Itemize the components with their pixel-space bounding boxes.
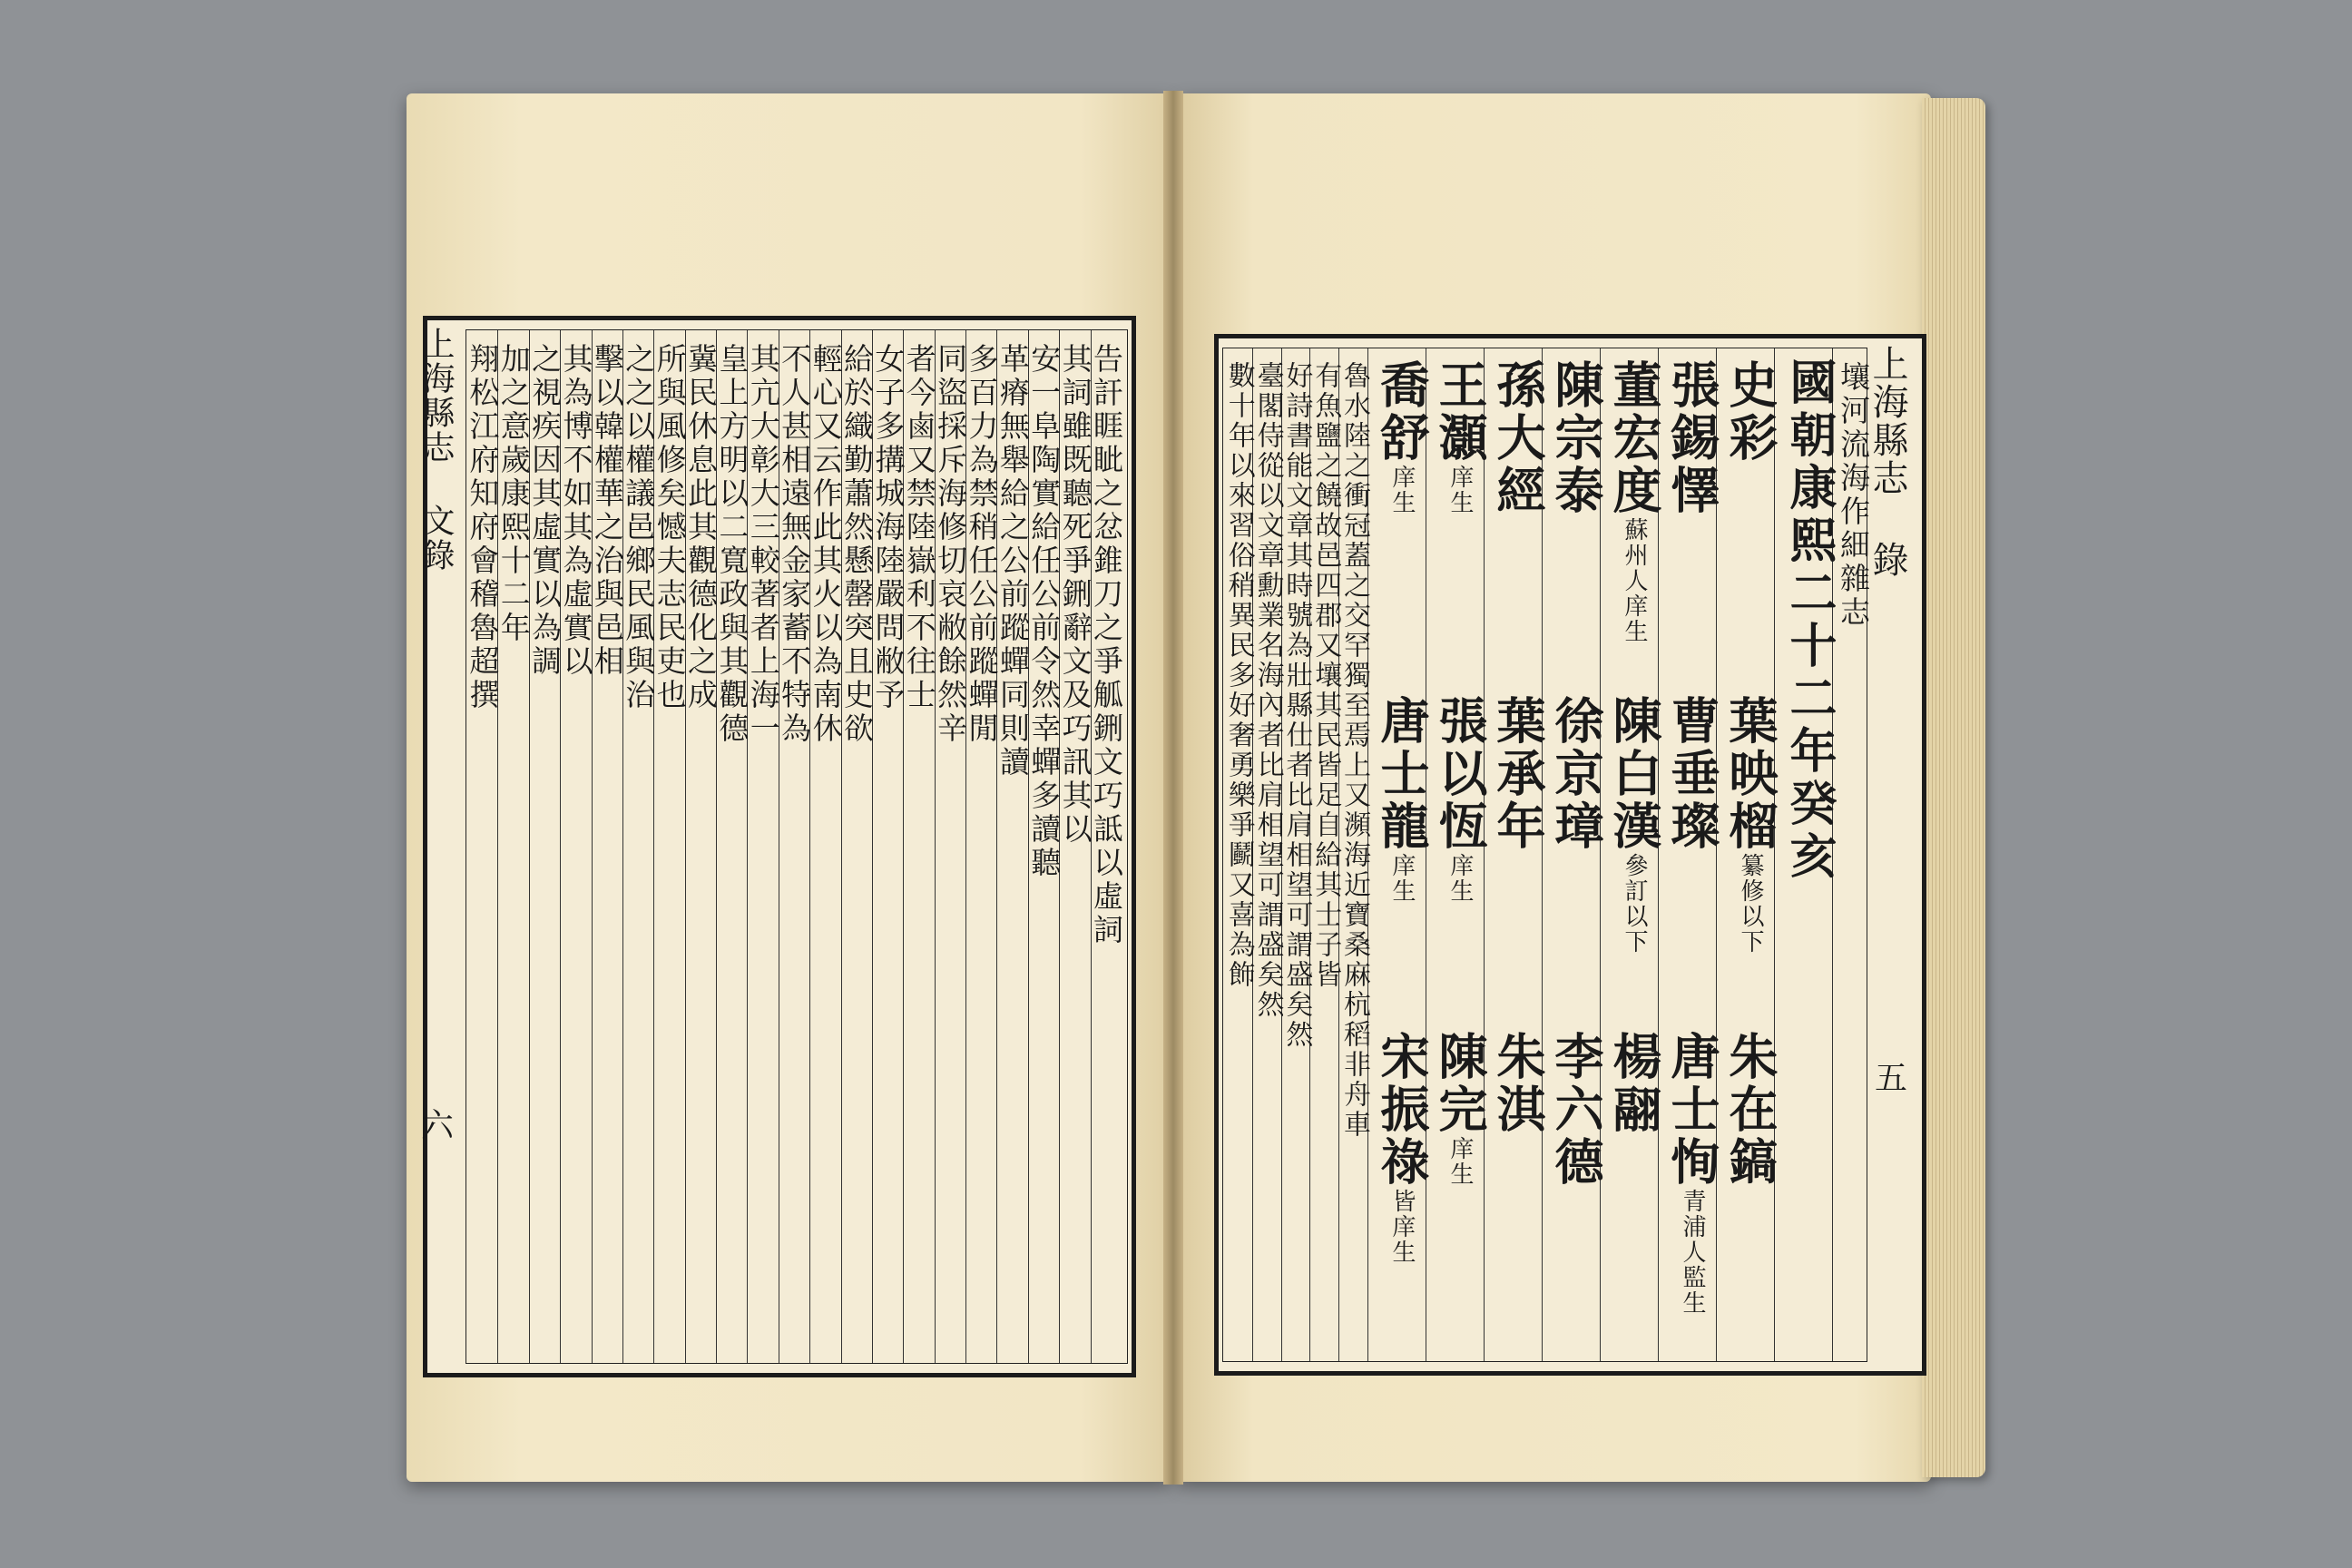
entry-name: 王灝 — [1431, 359, 1489, 465]
name-list-column — [1426, 348, 1489, 1361]
name-entry — [1717, 695, 1779, 955]
left-page-number: 六 — [421, 1107, 455, 1144]
name-entry — [1368, 1031, 1431, 1265]
name-entry — [1485, 695, 1547, 853]
name-entry — [1717, 359, 1779, 465]
entry-name: 葉承年 — [1489, 695, 1547, 853]
entry-name: 楊翮 — [1605, 1031, 1663, 1136]
entry-note: 參訂以下 — [1621, 853, 1648, 955]
entry-name: 宋振祿 — [1373, 1031, 1431, 1189]
entry-name: 徐京璋 — [1547, 695, 1605, 853]
entry-name: 喬舒 — [1373, 359, 1431, 465]
entry-name: 史彩 — [1721, 359, 1779, 465]
left-text-column: 翔松江府知府會稽魯超撰 — [465, 343, 501, 712]
entry-name: 李六德 — [1547, 1031, 1605, 1189]
left-text-column: 同盜採斥海修切哀敝餘然辛 — [935, 330, 965, 1363]
name-list-column — [1600, 348, 1663, 1361]
left-text-column: 女子多搆城海陸嚴問敝予 — [872, 330, 903, 1363]
entry-name: 陳完 — [1431, 1031, 1489, 1136]
right-page-banner — [1869, 345, 1906, 579]
name-list-column — [1367, 348, 1431, 1361]
entry-name: 葉映榴 — [1721, 695, 1779, 853]
entry-note: 蘇州人庠生 — [1621, 517, 1648, 644]
right-banner-section: 錄 — [1867, 541, 1908, 579]
left-text-column: 其詞雖既聽死爭鉶辭文及巧訊其以 — [1059, 330, 1090, 1363]
name-list-column — [1658, 348, 1721, 1361]
entry-note: 庠生 — [1388, 465, 1416, 515]
left-text-column: 輕心又云作此其火以為南休 — [809, 330, 840, 1363]
entry-name: 張錫懌 — [1663, 359, 1721, 517]
entry-name: 陳白漢 — [1605, 695, 1663, 853]
name-list-column — [1716, 348, 1779, 1361]
entry-name: 唐士龍 — [1373, 695, 1431, 853]
entry-note: 青浦人監生 — [1679, 1189, 1706, 1316]
name-entry — [1426, 695, 1489, 904]
right-text-column: 好詩書能文章其時號為壯縣仕者比肩相望可謂盛矣然 — [1281, 348, 1310, 1361]
name-entry — [1543, 1031, 1605, 1189]
right-page-number: 五 — [1875, 1060, 1908, 1097]
name-entry — [1601, 695, 1663, 955]
entry-note: 皆庠生 — [1388, 1189, 1416, 1265]
left-page-banner — [417, 327, 455, 573]
left-text-column: 給於織勤蕭然懸罄突且史欲 — [841, 330, 872, 1363]
left-text-column: 多百力為禁稍任公前蹤蟬閒 — [965, 330, 996, 1363]
left-text-column: 所與風修矣憾夫志民吏也 — [653, 330, 684, 1363]
left-text-column: 者今鹵又禁陸嶽利不往士 — [903, 330, 934, 1363]
left-text-column: 冀民休息此其觀德化之成 — [685, 330, 716, 1363]
right-banner-title: 上海縣志 — [1867, 345, 1908, 497]
entry-name: 孫大經 — [1489, 359, 1547, 517]
name-list-column — [1484, 348, 1547, 1361]
left-text-column: 之視疾因其虛實以為調 — [529, 330, 560, 1363]
right-column-grid — [1222, 348, 1871, 1362]
name-entry — [1485, 1031, 1547, 1136]
entry-name: 唐士恂 — [1663, 1031, 1721, 1189]
right-text-column: 臺閣侍從以文章勳業名海內者比肩相望可謂盛矣然 — [1252, 348, 1281, 1361]
left-text-column: 其亢大彰大三較著者上海一 — [747, 330, 778, 1363]
left-text-column: 擊以韓權華之治與邑相 — [592, 330, 622, 1363]
name-entry — [1717, 1031, 1779, 1189]
left-text-column: 皇上方明以二寬政與其觀德 — [716, 330, 747, 1363]
right-text-column: 有魚鹽之饒故邑四郡又壤其民皆足自給其士子皆 — [1309, 348, 1338, 1361]
entry-note: 庠生 — [1446, 465, 1474, 515]
header-note-column: 壤河流海作細雜志 — [1832, 348, 1868, 1361]
right-text-frame — [1214, 334, 1926, 1376]
name-entry — [1659, 695, 1721, 853]
entry-name: 陳宗泰 — [1547, 359, 1605, 517]
left-banner-title: 上海縣志 — [417, 327, 455, 465]
right-text-column: 魯水陸之衝冠蓋之交罕獨至焉上又瀕海近寶桑麻杭稻非舟車 — [1338, 348, 1367, 1361]
left-text-frame — [423, 316, 1136, 1377]
name-entry — [1659, 1031, 1721, 1316]
left-text-column: 告訐睚眦之忿錐刀之爭觚鉶文巧詆以虛詞 — [1091, 330, 1122, 1363]
dynasty-line-column: 國朝康熙二十二年癸亥 — [1774, 348, 1832, 1361]
entry-name: 朱淇 — [1489, 1031, 1547, 1136]
name-entry — [1426, 1031, 1489, 1187]
left-text-column: 安一阜陶實給任公前令然幸蟬多讀聽 — [1028, 330, 1059, 1363]
left-text-column: 革瘠無舉給之公前蹤蟬同則讀 — [996, 330, 1027, 1363]
name-entry — [1601, 1031, 1663, 1136]
name-entry — [1368, 359, 1431, 515]
left-text-column: 加之意歲康熙十二年 — [497, 330, 528, 1363]
entry-name: 張以恆 — [1431, 695, 1489, 853]
name-entry — [1368, 695, 1431, 904]
left-text-column: 不人甚相遠無金家蓄不特為 — [779, 330, 809, 1363]
right-text-column: 數十年以來習俗稍異民多好奢勇樂爭鬬又喜為飾 — [1222, 361, 1255, 990]
entry-note: 庠生 — [1446, 1136, 1474, 1187]
entry-name: 董宏度 — [1605, 359, 1663, 517]
entry-name: 朱在鎬 — [1721, 1031, 1779, 1189]
name-entry — [1485, 359, 1547, 517]
page-edges — [1922, 98, 1985, 1477]
name-entry — [1426, 359, 1489, 515]
name-entry — [1543, 359, 1605, 517]
left-text-column: 之之以權議邑鄉民風與治 — [622, 330, 653, 1363]
entry-name: 曹垂璨 — [1663, 695, 1721, 853]
left-banner-section: 文錄 — [417, 504, 455, 573]
name-entry — [1601, 359, 1663, 644]
entry-note: 庠生 — [1388, 853, 1416, 904]
name-entry — [1659, 359, 1721, 517]
book-gutter — [1163, 91, 1183, 1485]
left-column-grid — [466, 329, 1128, 1364]
entry-note: 纂修以下 — [1737, 853, 1764, 955]
name-entry — [1543, 695, 1605, 853]
entry-note: 庠生 — [1446, 853, 1474, 904]
left-text-column: 其為博不如其為虛實以 — [560, 330, 591, 1363]
name-list-column — [1542, 348, 1605, 1361]
